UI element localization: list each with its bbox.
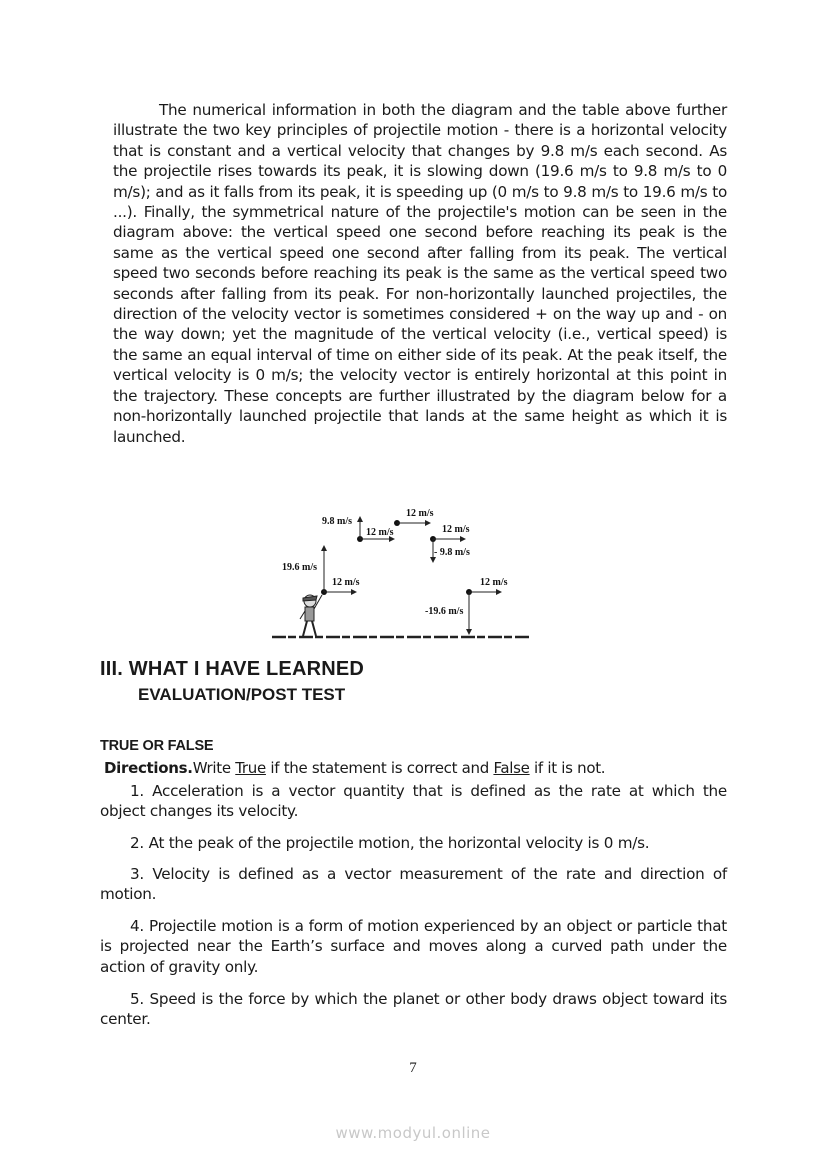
intro-paragraph — [113, 100, 727, 447]
directions-label: Directions. — [104, 759, 193, 777]
label-land-vertical: -19.6 m/s — [425, 606, 464, 617]
quiz-item-4 — [100, 916, 727, 977]
label-launch-horizontal: 12 m/s — [332, 577, 360, 588]
directions-text: if it is not. — [529, 759, 606, 777]
label-fall-vertical: - 9.8 m/s — [434, 547, 470, 558]
section-heading: III. WHAT I HAVE LEARNED — [100, 658, 365, 680]
directions-text: Write — [192, 759, 236, 777]
directions-text: if the statement is correct and — [265, 759, 494, 777]
projectile-velocity-diagram — [272, 503, 532, 643]
quiz-item-text: 5. Speed is the force by which the planet or other body draws object toward its center. — [100, 990, 727, 1029]
label-rise-horizontal: 12 m/s — [366, 527, 394, 538]
quiz-item-text: 2. At the peak of the projectile motion, the horizontal velocity is 0 m/s. — [130, 834, 650, 852]
directions-true-word: True — [235, 759, 266, 777]
intro-paragraph-text: The numerical information in both the diagram and the table above further illustrate the two key principles of projectile motion - there is a horizontal velocity that is constant and a vertical velocity that changes by 9.8 m/s each second. As the projectile rises towards its peak, it is slowing down (19.6 m/s to 9.8 m/s to 0 m/s); and as it falls from its peak, it is speeding up (0 m/s to 9.8 m/s to 19.6 m/s to ...). Finally, the symmetrical nature of the projectile's motion can be seen in the diagram above: the vertical speed one second before reaching its peak is the same as the vertical speed one second after falling from its peak. The vertical speed two seconds before reaching its peak is the same as the vertical speed two seconds after falling from its peak. For non-horizontally launched projectiles, the direction of the velocity vector is sometimes considered + on the way up and - on the way down; yet the magnitude of the vertical velocity (i.e., vertical speed) is the same an equal interval of time on either side of its peak. At the peak itself, the vertical velocity is 0 m/s; the velocity vector is entirely horizontal at this point in the trajectory. These concepts are further illustrated by the diagram below for a non-horizontally launched projectile that lands at the same height as which it is launched. — [113, 101, 727, 446]
quiz-item-text: 4. Projectile motion is a form of motion experienced by an object or particle that is projected near the Earth’s surface and moves along a curved path under the action of gravity only. — [100, 917, 727, 976]
quiz-item-text: 1. Acceleration is a vector quantity that is defined as the rate at which the object changes its velocity. — [100, 782, 727, 821]
quiz-item-5 — [100, 989, 727, 1030]
quiz-directions — [104, 759, 605, 777]
quiz-item-text: 3. Velocity is defined as a vector measurement of the rate and direction of motion. — [100, 865, 727, 904]
watermark: www.modyul.online — [335, 1124, 491, 1142]
label-launch-vertical: 19.6 m/s — [282, 562, 317, 573]
directions-false-word: False — [493, 759, 530, 777]
label-rise-vertical: 9.8 m/s — [322, 516, 352, 527]
thrower-figure-icon — [300, 595, 322, 636]
quiz-title: TRUE OR FALSE — [100, 738, 214, 754]
quiz-item-1 — [100, 781, 727, 822]
projectile-diagram — [272, 503, 532, 643]
label-peak-horizontal: 12 m/s — [406, 508, 434, 519]
quiz-item-2 — [100, 833, 727, 853]
section-subheading: EVALUATION/POST TEST — [138, 685, 346, 704]
label-fall-horizontal: 12 m/s — [442, 524, 470, 535]
label-land-horizontal: 12 m/s — [480, 577, 508, 588]
quiz-item-3 — [100, 864, 727, 905]
page-number: 7 — [409, 1060, 417, 1076]
